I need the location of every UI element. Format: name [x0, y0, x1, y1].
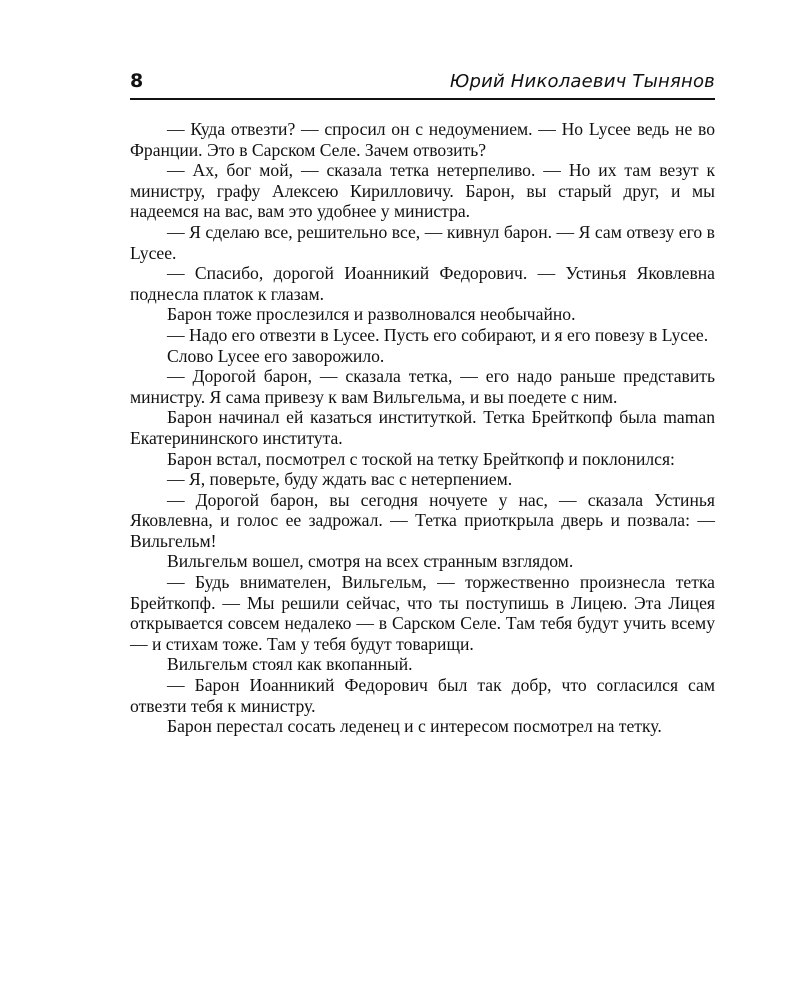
paragraph: — Я сделаю все, решительно все, — кивнул барон. — Я сам отвезу его в Lycee.: [130, 221, 715, 263]
paragraph: — Будь внимателен, Вильгельм, — торжественно произнесла тетка Брейткопф. — Мы решили сейчас, что ты поступишь в Лицею. Эта Лицея открывается совсем недалеко — в Сарском Селе. Там тебя будут учить всему — и стихам тоже. Там у тебя будут товарищи.: [130, 572, 715, 654]
paragraph: — Куда отвезти? — спросил он с недоумением. — Но Lycee ведь не во Франции. Это в Сарском Селе. Зачем отвозить?: [130, 119, 715, 160]
paragraph: — Спасибо, дорогой Иоанникий Федорович. — Устинья Яковлевна поднесла платок к глазам.: [130, 263, 715, 304]
paragraph: — Барон Иоанникий Федорович был так добр, что согласился сам отвезти тебя к министру.: [130, 675, 715, 716]
paragraph: — Ах, бог мой, — сказала тетка нетерпеливо. — Но их там везут к министру, графу Алексею Кирилловичу. Барон, вы старый друг, и мы надеемся на вас, вам это удобнее у министра.: [130, 160, 715, 222]
body-text: [130, 119, 715, 737]
paragraph: — Я, поверьте, буду ждать вас с нетерпением.: [167, 469, 513, 490]
paragraph: Барон перестал сосать леденец и с интересом посмотрел на тетку.: [167, 716, 662, 737]
page-header: [130, 70, 715, 96]
paragraph: — Надо его отвезти в Lycee. Пусть его собирают, и я его повезу в Lycee.: [167, 324, 709, 345]
paragraph: Барон встал, посмотрел с тоской на тетку Брейткопф и поклонился:: [167, 448, 675, 469]
paragraph: Вильгельм вошел, смотря на всех странным взглядом.: [167, 551, 574, 572]
paragraph: Барон тоже прослезился и разволновался необычайно.: [167, 304, 576, 325]
running-head-author: Юрий Николаевич Тынянов: [449, 71, 715, 92]
paragraph: — Дорогой барон, вы сегодня ночуете у нас, — сказала Устинья Яковлевна, и голос ее задрожал. — Тетка приоткрыла дверь и позвала: — Вильгельм!: [130, 489, 715, 551]
book-page: [130, 70, 715, 737]
paragraph: Барон начинал ей казаться институткой. Тетка Брейткопф была maman Екатерининского института.: [130, 407, 715, 448]
paragraph: Вильгельм стоял как вкопанный.: [167, 654, 413, 675]
page-number: 8: [130, 70, 144, 92]
header-rule: [130, 98, 715, 100]
paragraph: Слово Lycee его заворожило.: [167, 345, 385, 366]
paragraph: — Дорогой барон, — сказала тетка, — его надо раньше представить министру. Я сама привезу к вам Вильгельма, и вы поедете с ним.: [130, 366, 715, 407]
